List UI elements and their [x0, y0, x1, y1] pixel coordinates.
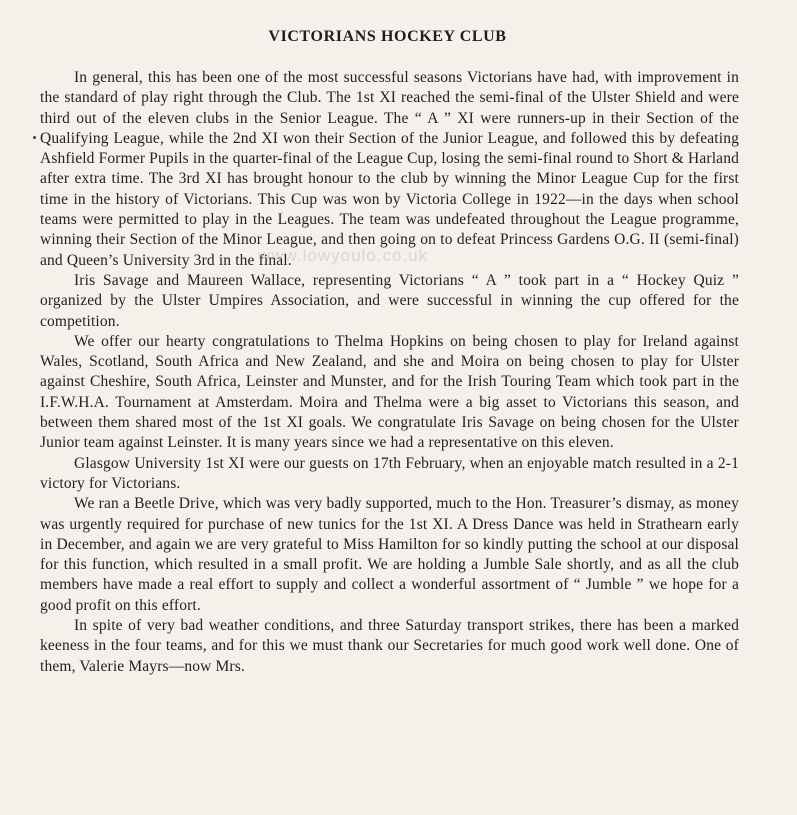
paragraph-fundraising: We ran a Beetle Drive, which was very badly supported, much to the Hon. Treasurer’s dismay, as money was urgently required for purchase of new tunics for the 1st XI. A Dress Dance was held in Strathearn early in December, and again we are very grateful to Miss Hamilton for so kindly putting the school at our disposal for this function, which resulted in a small profit. We are holding a Jumble Sale shortly, and as all the club members have made a real effort to supply and collect a wonderful assortment of “ Jumble ” we hope for a good profit on this effort. [40, 495, 739, 614]
watermark: www.lowyoulo.co.uk [258, 246, 429, 265]
paragraph-glasgow-match: Glasgow University 1st XI were our guests on 17th February, when an enjoyable match resulted in a 2-1 victory for Victorians. [40, 454, 739, 492]
margin-mark [33, 136, 36, 139]
document-body [40, 68, 739, 677]
paragraph-congratulations: We offer our hearty congratulations to Thelma Hopkins on being chosen to play for Ireland against Wales, Scotland, South Africa and New Zealand, and she and Moira on being chosen to play for Ulster against Cheshire, South Africa, Leinster and Munster, and for the Irish Touring Team which took part in the I.F.W.H.A. Tournament at Amsterdam. Moira and Thelma were a big asset to Victorians this season, and between them shared most of the 1st XI goals. We congratulate Iris Savage on being chosen for the Ulster Junior team against Leinster. It is many years since we had a representative on this eleven. [40, 332, 739, 452]
paragraph-hockey-quiz: Iris Savage and Maureen Wallace, representing Victorians “ A ” took part in a “ Hockey Quiz ” organized by the Ulster Umpires Association, and were successful in winning the cup offered for the competition. [40, 271, 739, 330]
paragraph-weather-and-thanks: In spite of very bad weather conditions, and three Saturday transport strikes, there has been a marked keeness in the four teams, and for this we must thank our Secretaries for much good work well done. One of them, Valerie Mayrs—now Mrs. [40, 617, 739, 675]
paragraph-season-summary: In general, this has been one of the most successful seasons Victorians have had, with improvement in the standard of play right through the Club. The 1st XI reached the semi-final of the Ulster Shield and were third out of the eleven clubs in the Senior League. The “ A ” XI were runners-up in their Section of the Qualifying League, while the 2nd XI won their Section of the Junior League, and followed this by defeating Ashfield Former Pupils in the quarter-final of the League Cup, losing the semi-final round to Short & Harland after extra time. The 3rd XI has brought honour to the club by winning the Minor League Cup for the first time in the history of Victorians. This Cup was won by Victoria College in 1922—in the days when school teams were permitted to play in the Leagues. The team was undefeated throughout the League programme, winning their Section of the Minor League, and then going on to defeat Princess Gardens O.G. II (semi-final) and Queen’s University 3rd in the final. [40, 69, 739, 269]
document-title: VICTORIANS HOCKEY CLUB [268, 28, 507, 45]
